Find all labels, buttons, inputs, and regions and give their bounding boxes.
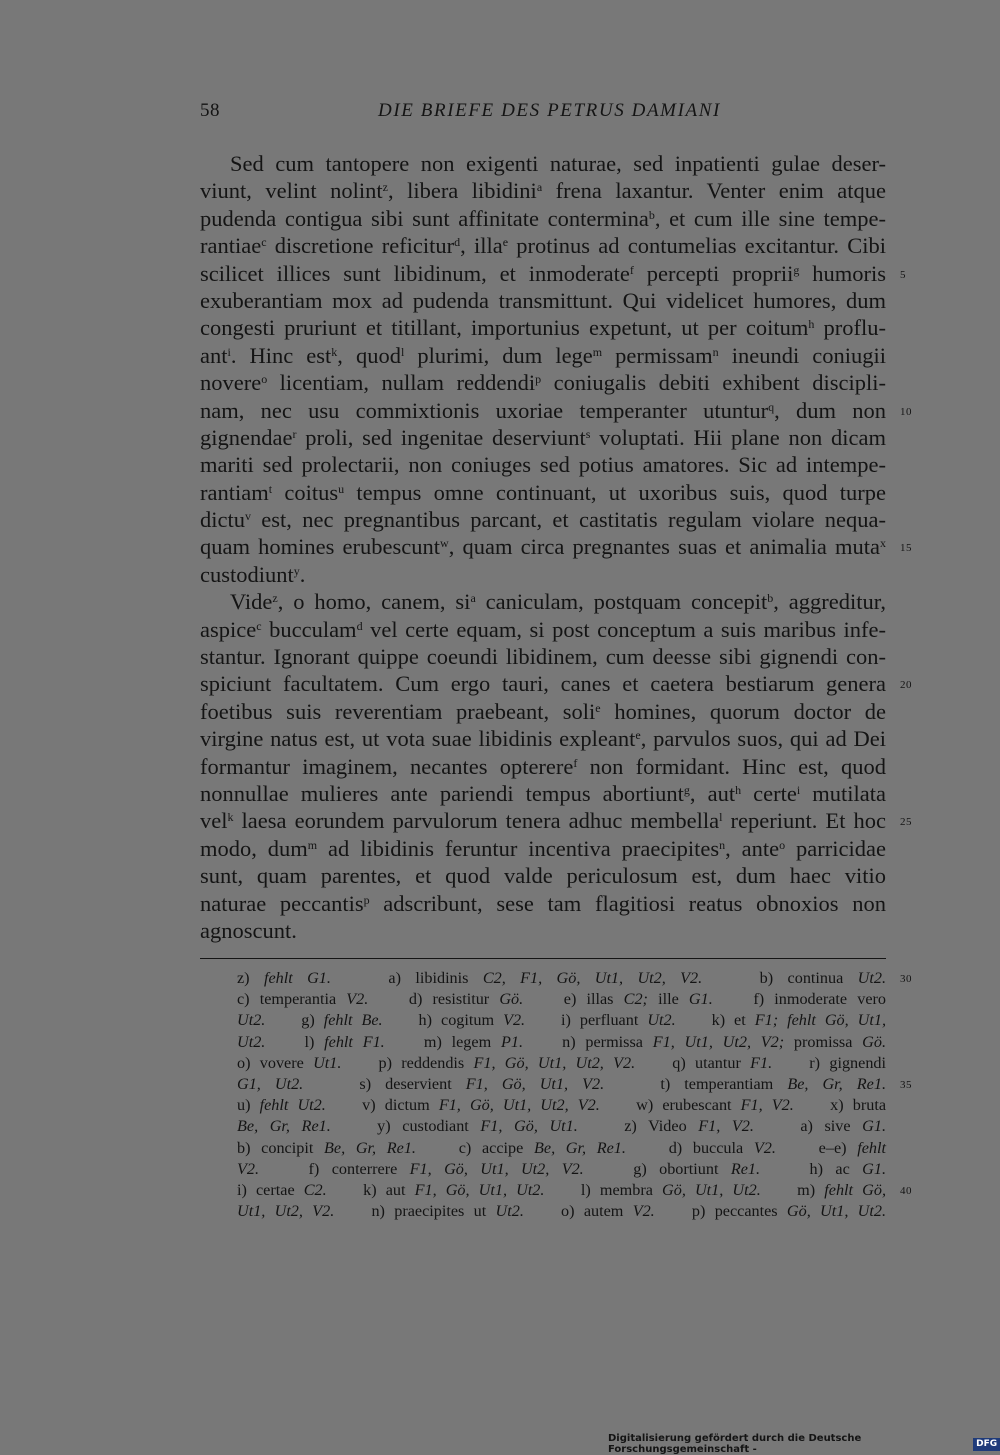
apparatus-line: z) fehlt G1. a) libidinis C2, F1, Gö, Ut1, Ut2, V2. b) continua Ut2. 30 — [237, 968, 886, 989]
apparatus-line: c) temperantia V2. d) resistitur Gö. e) illas C2; ille G1. f) inmoderate vero — [237, 990, 886, 1009]
dfg-logo: DFG — [973, 1438, 1000, 1451]
text-line: nonnullae mulieres ante pariendi tempus abortiunt$^g$, aut$^h$ certe$^i$ mutilata — [200, 780, 886, 806]
page-number: 58 — [200, 100, 220, 121]
text-line: Sed cum tantopere non exigenti naturae, sed inpatienti gulae deser- — [230, 151, 886, 176]
text-line: mariti sed prolectarii, non coniuges sed potius amatores. Sic ad intempe- — [200, 452, 886, 478]
apparatus-line: Be, Gr, Re1. y) custodiant F1, Gö, Ut1. z) Video F1, V2. a) sive G1. — [237, 1117, 887, 1136]
running-title: DIE BRIEFE DES PETRUS DAMIANI — [378, 100, 721, 121]
text-line: virgine natus est, ut vota suae libidinis expleant$^e$, parvulos suos, qui ad Dei — [200, 726, 886, 752]
text-line: vel$^k$ laesa eorundem parvulorum tenera adhuc membella$^l$ reperiunt. Et hoc 25 — [200, 807, 886, 834]
text-line: novere$^o$ licentiam, nullam reddendi$^p$ coniugalis debiti exhibent discipli- — [200, 370, 886, 396]
margin-line-number: 35 — [900, 1078, 912, 1091]
text-line: scilicet illices sunt libidinum, et inmoderate$^f$ percepti proprii$^g$ humoris 5 — [200, 260, 886, 287]
text-line: foetibus suis reverentiam praebeant, soli$^e$ homines, quorum doctor de — [200, 698, 886, 724]
apparatus-line: Ut2. l) fehlt F1. m) legem P1. n) permissa F1, Ut1, Ut2, V2; promissa Gö. — [237, 1032, 887, 1051]
apparatus-line: o) vovere Ut1. p) reddendis F1, Gö, Ut1, Ut2, V2. q) utantur F1. r) gignendi — [237, 1053, 886, 1072]
margin-line-number: 25 — [900, 816, 912, 829]
margin-line-number: 15 — [900, 542, 912, 555]
text-line: nam, nec usu commixtionis uxoriae temperanter utuntur$^q$, dum non 10 — [200, 397, 886, 424]
apparatus-line: i) certae C2. k) aut F1, Gö, Ut1, Ut2. l) membra Gö, Ut1, Ut2. m) fehlt Gö, 40 — [237, 1180, 886, 1201]
text-line: agnoscunt. — [200, 917, 297, 943]
apparatus-line: Ut1, Ut2, V2. n) praecipites ut Ut2. o) autem V2. p) peccantes Gö, Ut1, Ut2. — [237, 1202, 886, 1221]
text-line: sunt, quam parentes, et quod valde periculosum est, dum haec vitio — [200, 863, 886, 889]
text-line: Vide$^z$, o homo, canem, $si^a$ caniculam, postquam concepit$^b$, aggreditur, — [230, 589, 886, 615]
text-line: modo, dum$^m$ ad libidinis feruntur incentiva praecipites$^n$, ante$^o$ parricidae — [200, 835, 886, 861]
margin-line-number: 20 — [900, 679, 912, 692]
apparatus-line: G1, Ut2. s) deservient F1, Gö, Ut1, V2. t) temperantiam Be, Gr, Re1. 35 — [237, 1074, 886, 1095]
margin-line-number: 40 — [900, 1184, 912, 1197]
margin-line-number: 5 — [900, 268, 906, 281]
digitization-footer — [608, 1433, 1000, 1455]
text-line: rantiam$^t$ coitus$^u$ tempus omne continuant, ut uxoribus suis, quod turpe — [200, 479, 886, 505]
text-line: rantiae$^c$ discretione reficitur$^d$, illa$^e$ protinus ad contumelias excitantur. Cibi — [200, 233, 886, 259]
text-line: custodiunt$^y$. — [200, 561, 306, 587]
text-line: naturae peccantis$^p$ adscribunt, sese tam flagitiosi reatus obnoxios non — [200, 890, 886, 916]
text-line: exuberantiam mox ad pudenda transmittunt. Qui videlicet humores, dum — [200, 287, 886, 313]
text-line: congesti pruriunt et titillant, importunius expetunt, ut per coitum$^h$ proflu- — [200, 315, 887, 341]
text-line: dictu$^v$ est, nec pregnantibus parcant, et castitatis regulam violare nequa- — [200, 507, 886, 533]
text-line: spiciunt facultatem. Cum ergo tauri, canes et caetera bestiarum genera 20 — [200, 670, 886, 697]
apparatus-line: V2. f) conterrere F1, Gö, Ut1, Ut2, V2. g) obortiunt Re1. h) ac G1. — [237, 1159, 886, 1178]
text-line: quam homines erubescunt$^w$, quam circa pregnantes suas et animalia muta$^x$ 15 — [200, 533, 886, 560]
apparatus-line: b) concipit Be, Gr, Re1. c) accipe Be, Gr, Re1. d) buccula V2. e–e) fehlt — [237, 1138, 887, 1157]
text-line: gignendae$^r$ proli, sed ingenitae deserviunt$^s$ voluptati. Hii plane non dicam — [200, 424, 886, 450]
text-line: pudenda contigua sibi sunt affinitate contermina$^b$, et cum ille sine tempe- — [200, 205, 886, 231]
apparatus-line: Ut2. g) fehlt Be. h) cogitum V2. i) perfluant Ut2. k) et F1; fehlt Gö, Ut1, — [237, 1011, 886, 1030]
text-line: stantur. Ignorant quippe coeundi libidinem, cum deesse sibi gignendi con- — [200, 644, 886, 670]
text-line: aspice$^c$ bucculam$^d$ vel certe equam, si post conceptum a suis maribus infe- — [200, 616, 886, 642]
margin-line-number: 30 — [900, 973, 912, 985]
footnote-rule — [200, 958, 886, 959]
margin-line-number: 10 — [900, 405, 912, 418]
main-text — [200, 150, 912, 944]
text-line: formantur imaginem, necantes opterere$^f$ non formidant. Hinc est, quod — [200, 753, 886, 779]
funding-credit: Digitalisierung gefördert durch die Deutsche Forschungsgemeinschaft - — [608, 1433, 970, 1455]
apparatus-line: u) fehlt Ut2. v) dictum F1, Gö, Ut1, Ut2, V2. w) erubescant F1, V2. x) bruta — [237, 1096, 887, 1115]
text-line: ant$^i$. Hinc est$^k$, quod$^l$ plurimi, dum lege$^m$ permissam$^n$ ineundi coniugii — [200, 342, 886, 368]
text-line: viunt, velint nolint$^z$, libera libidini$^a$ frena laxantur. Venter enim atque — [200, 178, 886, 204]
critical-apparatus — [237, 968, 912, 1222]
